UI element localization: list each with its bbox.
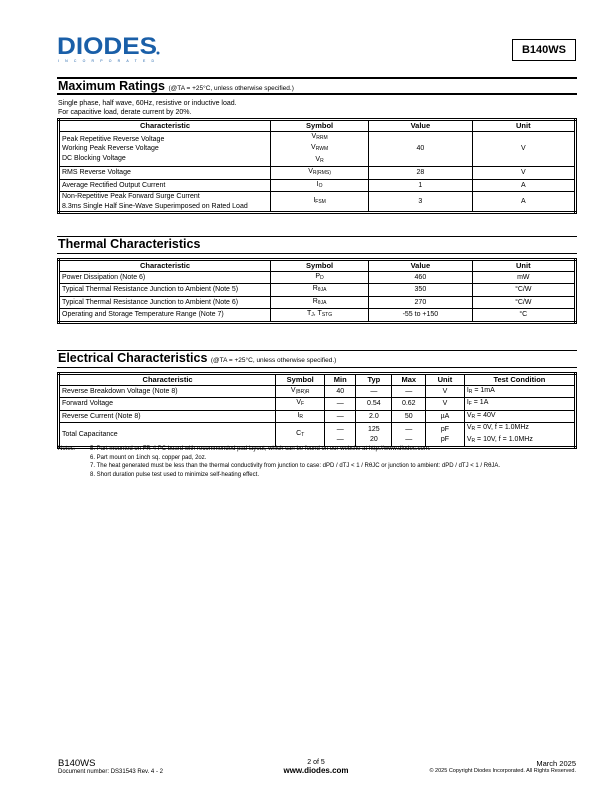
max-ratings-intro <box>58 99 237 117</box>
unit-cell: V <box>472 131 575 167</box>
symbol-cell: $V_{RRM}$ $V_{RWM}$ $V_R$ <box>270 131 368 167</box>
min-cell: — <box>325 398 356 411</box>
max-ratings-title <box>58 79 294 93</box>
header-row <box>59 374 576 386</box>
divider <box>57 253 577 254</box>
footer-right <box>429 759 576 774</box>
symbol-cell: $I_O$ <box>270 179 368 192</box>
unit-cell: mW <box>472 271 575 284</box>
symbol-cell: $C_T$ <box>276 423 325 448</box>
table-row <box>59 296 576 309</box>
note-item: 6. Part mount on 1inch sq. copper pad, 2oz. <box>90 454 207 461</box>
symbol-subscript: J <box>311 312 314 318</box>
symbol-subscript: STG <box>321 312 333 318</box>
column-header: Symbol <box>270 260 368 272</box>
symbol-subscript: D <box>320 274 324 281</box>
symbol-cell: $T_J$, $T_{STG}$ <box>270 309 368 323</box>
symbol-cell: $P_D$ <box>270 271 368 284</box>
column-header: Max <box>392 374 426 386</box>
value-cell: 1 <box>369 179 472 192</box>
table-row <box>59 398 576 411</box>
symbol-subscript: T <box>301 431 305 438</box>
typ-cell: — <box>356 385 392 398</box>
characteristic-cell: Operating and Storage Temperature Range (Note 7) <box>59 309 271 323</box>
min-cell: 40 <box>325 385 356 398</box>
symbol-subscript: F <box>301 401 305 407</box>
symbol-subscript: R(RMS) <box>312 170 331 176</box>
note-item: 5. Part mounted on FR-4 PC board with recommended pad layout, which can be found on our website at http://www.diodes.com. <box>90 446 431 452</box>
symbol-subscript: O <box>318 182 323 189</box>
column-header: Symbol <box>270 120 368 132</box>
copyright: © 2025 Copyright Diodes Incorporated. All Rights Reserved. <box>429 768 576 774</box>
column-header: Characteristic <box>59 374 276 386</box>
page-number: 2 of 5 <box>307 759 325 766</box>
symbol-cell: $V_{(BR)R}$ <box>276 385 325 398</box>
max-cell: — <box>392 385 426 398</box>
header-row <box>59 120 576 132</box>
divider <box>57 93 577 95</box>
typ-cell: 0.54 <box>356 398 392 411</box>
value-cell: 28 <box>369 167 472 180</box>
max-cell: — — <box>392 423 426 448</box>
symbol-cell: $I_{FSM}$ <box>270 192 368 213</box>
footer-left <box>58 758 163 775</box>
symbol-cell: $R_{\theta JA}$ <box>270 284 368 297</box>
characteristic-cell: RMS Reverse Voltage <box>59 167 271 180</box>
svg-text:DIODES: DIODES <box>57 34 157 60</box>
note-item: 8. Short duration pulse test used to minimize self-heating effect. <box>90 471 259 478</box>
column-header: Value <box>369 120 472 132</box>
unit-cell: µA <box>426 410 465 423</box>
characteristic-cell: Reverse Current (Note 8) <box>59 410 276 423</box>
column-header: Value <box>369 260 472 272</box>
footer-part: B140WS <box>58 758 96 769</box>
table-row <box>59 423 576 448</box>
characteristic-cell: Forward Voltage <box>59 398 276 411</box>
max-cell: 50 <box>392 410 426 423</box>
characteristic-cell: Average Rectified Output Current <box>59 179 271 192</box>
table-row <box>59 131 576 167</box>
typ-cell: 125 20 <box>356 423 392 448</box>
characteristic-cell: Peak Repetitive Reverse Voltage Working Peak Reverse Voltage DC Blocking Voltage <box>59 131 271 167</box>
column-header: Unit <box>426 374 465 386</box>
characteristic-cell: Typical Thermal Resistance Junction to Ambient (Note 6) <box>59 296 271 309</box>
footer-center <box>256 759 376 775</box>
characteristic-cell: Typical Thermal Resistance Junction to Ambient (Note 5) <box>59 284 271 297</box>
table-row <box>59 271 576 284</box>
value-cell: 40 <box>369 131 472 167</box>
thermal-table <box>57 258 577 324</box>
table-row <box>59 167 576 180</box>
symbol-subscript: R <box>471 437 476 444</box>
table-row <box>59 192 576 213</box>
symbol-subscript: θJA <box>317 299 327 306</box>
symbol-subscript: FSM <box>315 198 326 205</box>
column-header: Characteristic <box>59 120 271 132</box>
characteristic-cell: Non-Repetitive Peak Forward Surge Current 8.3ms Single Half Sine-Wave Superimposed on Rated Load <box>59 192 271 213</box>
column-header: Characteristic <box>59 260 271 272</box>
footer-doc-number: Document number: DS31543 Rev. 4 - 2 <box>58 769 163 775</box>
symbol-subscript: F <box>468 401 472 407</box>
unit-cell: A <box>472 179 575 192</box>
table-row <box>59 179 576 192</box>
unit-cell: V <box>426 385 465 398</box>
unit-cell: °C/W <box>472 284 575 297</box>
diodes-logo <box>57 34 161 64</box>
divider <box>57 367 577 368</box>
value-cell: -55 to +150 <box>369 309 472 323</box>
column-header: Unit <box>472 120 575 132</box>
value-cell: 3 <box>369 192 472 213</box>
symbol-subscript: R <box>471 426 476 432</box>
column-header: Min <box>325 374 356 386</box>
value-cell: 270 <box>369 296 472 309</box>
test-condition-cell: $V_R = 0V$, f = 1.0MHz $V_R = 10V$, f = 1.0MHz <box>464 423 575 448</box>
symbol-subscript: R <box>471 413 476 420</box>
table-row <box>59 284 576 297</box>
table-row <box>59 385 576 398</box>
symbol-cell: $I_R$ <box>276 410 325 423</box>
symbol-cell: $V_{R(RMS)}$ <box>270 167 368 180</box>
value-cell: 350 <box>369 284 472 297</box>
min-cell: — <box>325 410 356 423</box>
unit-cell: A <box>472 192 575 213</box>
symbol-subscript: RRM <box>316 134 328 141</box>
max-cell: 0.62 <box>392 398 426 411</box>
symbol-subscript: R <box>320 157 324 164</box>
test-condition-cell: $V_R = 40V$ <box>464 410 575 423</box>
intro-line: For capacitive load, derate current by 20%. <box>58 109 192 116</box>
symbol-subscript: (BR)R <box>295 388 310 395</box>
column-header: Test Condition <box>464 374 575 386</box>
part-number-box: B140WS <box>512 39 576 61</box>
value-cell: 460 <box>369 271 472 284</box>
notes <box>58 445 500 479</box>
column-header: Typ <box>356 374 392 386</box>
section-title-text: Maximum Ratings <box>58 79 165 93</box>
unit-cell: V <box>426 398 465 411</box>
symbol-cell: $V_F$ <box>276 398 325 411</box>
symbol-subscript: θJA <box>317 287 327 293</box>
intro-line: Single phase, half wave, 60Hz, resistive or inductive load. <box>58 100 237 107</box>
min-cell: — — <box>325 423 356 448</box>
electrical-title <box>58 351 336 365</box>
test-condition-cell: $I_R = 1mA$ <box>464 385 575 398</box>
condition-text: (@TA = +25°C, unless otherwise specified.) <box>210 357 337 364</box>
symbol-subscript: R <box>299 413 303 420</box>
characteristic-cell: Power Dissipation (Note 6) <box>59 271 271 284</box>
symbol-subscript: R <box>468 388 473 395</box>
max-ratings-table <box>57 118 577 214</box>
unit-cell: °C/W <box>472 296 575 309</box>
website-link[interactable]: www.diodes.com <box>283 766 349 775</box>
table-row <box>59 410 576 423</box>
notes-label: Notes: <box>58 446 76 452</box>
column-header: Unit <box>472 260 575 272</box>
test-condition-cell: $I_F = 1A$ <box>464 398 575 411</box>
symbol-subscript: RWM <box>315 146 329 152</box>
column-header: Symbol <box>276 374 325 386</box>
unit-cell: °C <box>472 309 575 323</box>
thermal-title: Thermal Characteristics <box>58 237 201 251</box>
footer-date: March 2025 <box>536 759 576 768</box>
table-row <box>59 309 576 323</box>
header-row <box>59 260 576 272</box>
characteristic-cell: Reverse Breakdown Voltage (Note 8) <box>59 385 276 398</box>
svg-text:INCORPORATED: INCORPORATED <box>58 59 154 63</box>
note-item: 7. The heat generated must be less than the thermal conductivity from junction to case: dPD / dTJ < 1 / RθJC or junction to ambient: dPD / dTJ < 1 / RθJA. <box>90 463 501 469</box>
characteristic-cell: Total Capacitance <box>59 423 276 448</box>
condition-text: (@TA = +25°C, unless otherwise specified.) <box>168 85 294 92</box>
electrical-table <box>57 372 577 449</box>
section-title-text: Electrical Characteristics <box>58 351 208 365</box>
unit-cell: pF pF <box>426 423 465 448</box>
unit-cell: V <box>472 167 575 180</box>
typ-cell: 2.0 <box>356 410 392 423</box>
symbol-cell: $R_{\theta JA}$ <box>270 296 368 309</box>
